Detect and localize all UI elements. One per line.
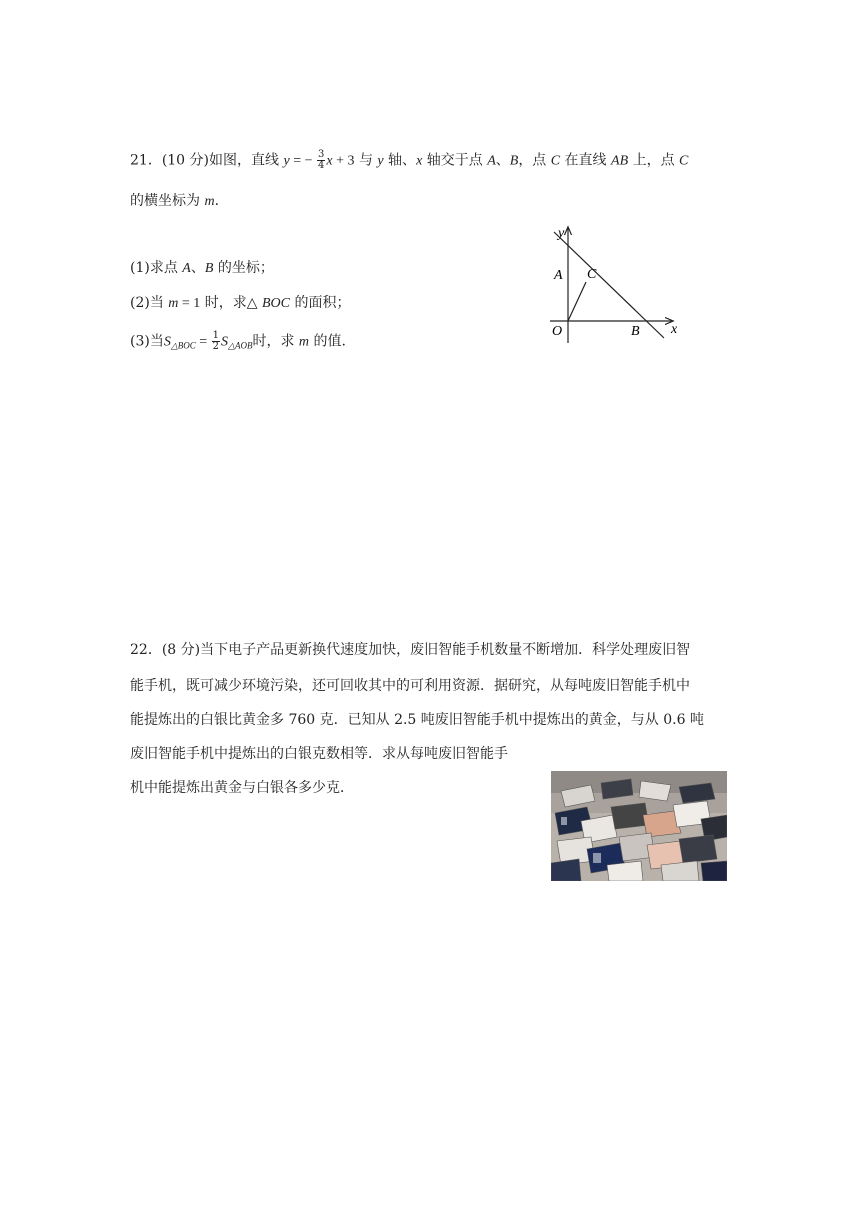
q21-part1 [130, 258, 274, 279]
frac-den: 2 [212, 341, 220, 352]
line-ab [554, 232, 664, 338]
label-a: A [554, 268, 563, 283]
text-seg: 与 [358, 152, 378, 169]
area-subscript: △BOC [170, 340, 196, 351]
area-symbol: S [221, 334, 229, 350]
var-y: y [283, 153, 290, 169]
var-x: x [326, 153, 333, 169]
triangle-boc: BOC [262, 296, 290, 311]
frac-den: 4 [317, 160, 325, 171]
text-seg: 轴交于点 [422, 152, 488, 169]
point-a: A [182, 261, 191, 276]
text-seg: (3)当 [130, 333, 164, 350]
label-c: C [587, 267, 597, 282]
var-m: m [204, 194, 215, 209]
point-b: B [204, 261, 214, 276]
text-seg: 的面积； [290, 295, 351, 311]
text-seg: 时，求 [200, 295, 247, 311]
eq-sign: = [195, 334, 211, 350]
var-y-axis: y [377, 153, 384, 169]
text-seg: 、 [495, 152, 510, 169]
triangle-symbol: △ [246, 296, 258, 311]
area-subscript: △AOB [228, 340, 253, 351]
q21-line1 [130, 150, 688, 172]
text-seg: . [214, 193, 220, 209]
coordinate-diagram [540, 222, 690, 350]
text-seg: (1)求点 [130, 260, 183, 276]
q21-label: 21．(10 分)如图，直线 [130, 152, 280, 169]
text-seg: 时，求 [252, 333, 299, 350]
var-x-axis: x [416, 153, 423, 169]
segment-oc [568, 282, 586, 321]
point-c: C [679, 153, 689, 169]
text-seg: 上，点 [628, 152, 680, 169]
q22-line4: 废旧智能手机中提炼出的白银克数相等．求从每吨废旧智能手 [130, 746, 508, 762]
point-a: A [487, 153, 496, 169]
point-b: B [509, 153, 519, 169]
text-seg: 在直线 [560, 152, 612, 169]
label-y: y [558, 226, 565, 241]
fraction-1-2 [212, 331, 220, 352]
label-o: O [552, 324, 563, 339]
q21-part2 [130, 293, 350, 314]
text-seg: ，点 [518, 152, 551, 169]
text-seg: 的值. [309, 333, 346, 350]
q22-line3: 能提炼出的白银比黄金多 760 克．已知从 2.5 吨废旧智能手机中提炼出的黄金，与从 0.6 吨 [130, 712, 704, 728]
eq-sign: = − [289, 153, 316, 169]
q21-line2 [130, 191, 219, 212]
area-symbol: S [163, 334, 171, 350]
q22-line2: 能手机，既可减少环境污染，还可回收其中的可利用资源．据研究，从每吨废旧智能手机中 [130, 678, 690, 694]
eq-one: = 1 [178, 296, 201, 311]
text-seg: 的横坐标为 [130, 193, 205, 209]
q22-line5: 机中能提炼出黄金与白银各多少克． [130, 780, 354, 796]
point-c: C [550, 153, 561, 169]
text-seg: (2)当 [130, 295, 169, 311]
frac-num: 3 [317, 149, 325, 160]
plus-three: + 3 [332, 153, 355, 169]
fraction-3-4 [317, 150, 325, 171]
text-seg: 的坐标； [213, 260, 274, 276]
frac-num: 1 [212, 330, 220, 341]
var-m: m [298, 334, 310, 350]
q22-line1: 22．(8 分)当下电子产品更新换代速度加快，废旧智能手机数量不断增加．科学处理废旧智 [130, 642, 691, 658]
var-m: m [168, 296, 179, 311]
q21-part3 [130, 331, 346, 356]
label-x: x [671, 322, 678, 337]
text-seg: 、 [190, 260, 205, 276]
text-seg: 轴、 [383, 152, 417, 169]
label-b: B [631, 324, 640, 339]
line-ab: AB [611, 153, 629, 169]
discarded-phones-photo [551, 771, 727, 881]
